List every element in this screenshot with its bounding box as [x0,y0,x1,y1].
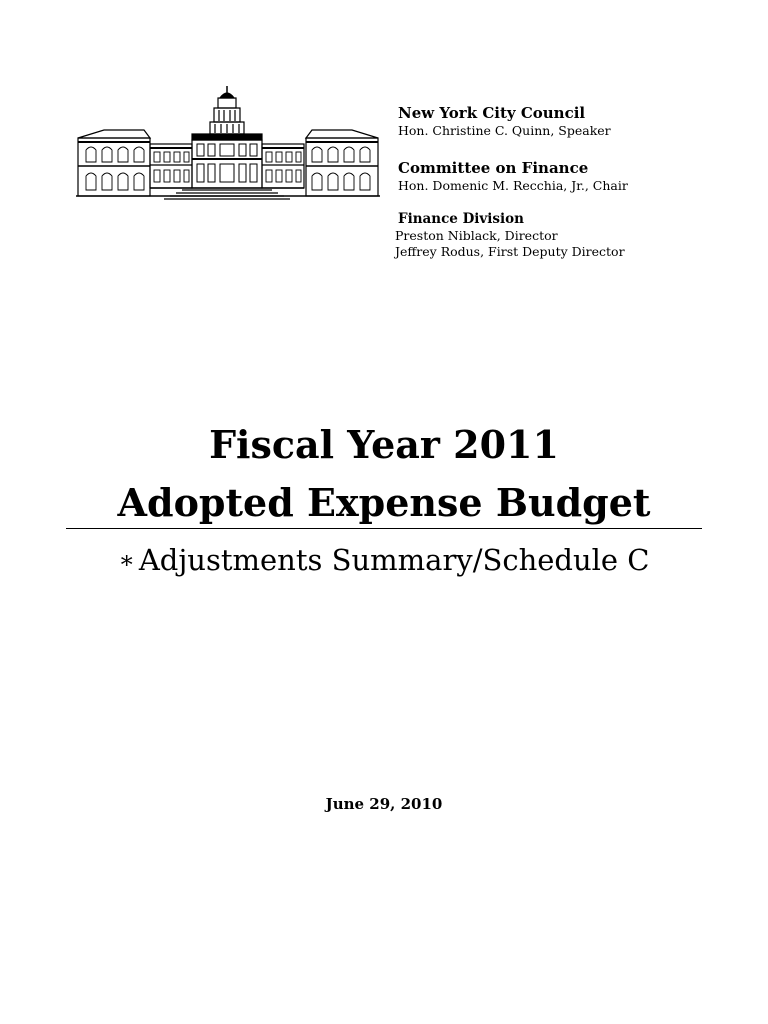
deputy-director-line: Jeffrey Rodus, First Deputy Director [395,244,625,259]
title-line-2: Adopted Expense Budget [117,480,651,525]
title-line-1: Fiscal Year 2011 [209,422,559,467]
city-hall-building-icon [74,82,382,204]
document-date: June 29, 2010 [325,795,443,813]
speaker-line: Hon. Christine C. Quinn, Speaker [398,123,611,138]
director-line: Preston Niblack, Director [395,228,558,243]
chair-line: Hon. Domenic M. Recchia, Jr., Chair [398,178,628,193]
division-name: Finance Division [398,211,524,227]
subtitle-text: Adjustments Summary/Schedule C [138,543,650,577]
title-divider [66,528,702,529]
page-title [0,416,768,532]
header-block [395,104,758,260]
committee-name: Committee on Finance [398,159,589,177]
asterisk-icon: ∗ [118,546,135,574]
subtitle [0,540,768,582]
council-name: New York City Council [398,104,586,122]
